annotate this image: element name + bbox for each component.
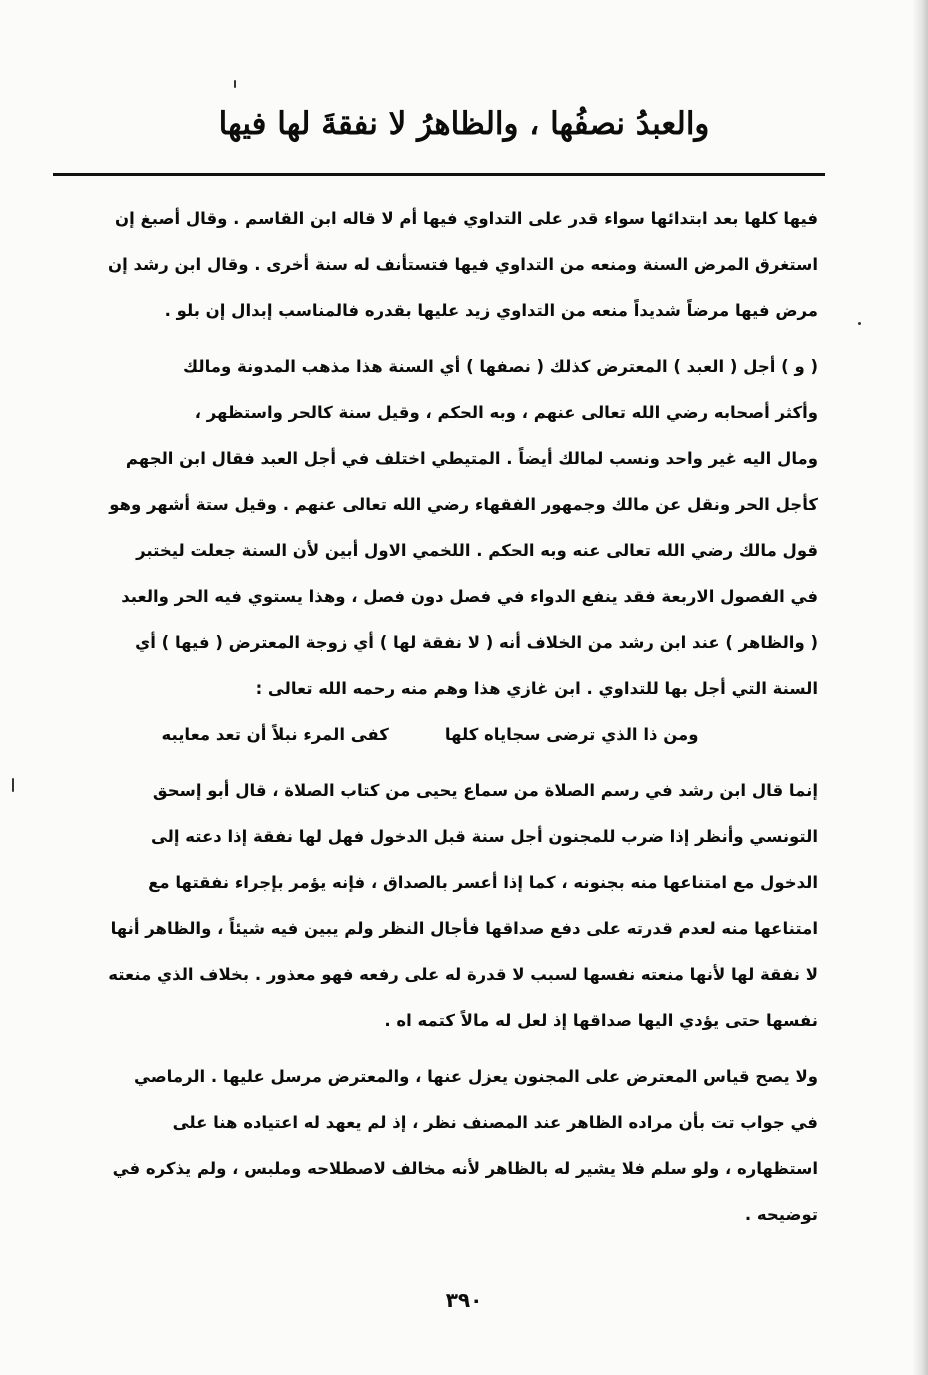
verse-first-hemistich: ومن ذا الذي ترضى سجاياه كلها: [444, 725, 699, 744]
paragraph-2: [42, 344, 818, 712]
text-line: نفسها حتى يؤدي اليها صداقها إذ لعل له مالاً كتمه اه .: [384, 1011, 818, 1030]
paragraph-1: [42, 196, 818, 334]
poetry-verse: [42, 712, 818, 758]
verse-second-hemistich: كفى المرء نبلاً أن تعد معايبه: [161, 725, 389, 744]
text-line: ومال اليه غير واحد ونسب لمالك أيضاً . المتيطي اختلف في أجل العبد فقال ابن الجهم: [125, 449, 818, 468]
header-divider: [53, 173, 825, 176]
scan-mark: [234, 80, 236, 88]
paragraph-4: [42, 1054, 818, 1238]
page-body: [42, 196, 818, 1238]
text-line: التونسي وأنظر إذا ضرب للمجنون أجل سنة قبل الدخول فهل لها نفقة إذا دعته إلى: [150, 827, 818, 846]
text-line: امتناعها منه لعدم قدرته على دفع صداقها فأجال النظر ولم يبين فيه شيئاً ، والظاهر أنها: [110, 919, 818, 938]
text-line: مرض فيها مرضاً شديداً منعه من التداوي زيد عليها بقدره فالمناسب إبدال إن بلو .: [164, 301, 818, 320]
text-line: إنما قال ابن رشد في رسم الصلاة من سماع يحيى من كتاب الصلاة ، قال أبو إسحق: [152, 781, 818, 800]
text-line: استظهاره ، ولو سلم فلا يشير له بالظاهر لأنه مخالف لاصطلاحه وملبس ، ولم يذكره في: [112, 1159, 818, 1178]
text-line: ( و ) أجل ( العبد ) المعترض كذلك ( نصفها ) أي السنة هذا مذهب المدونة ومالك: [183, 357, 818, 376]
page-number: ٣٩٠: [445, 1288, 483, 1312]
text-line: وأكثر أصحابه رضي الله تعالى عنهم ، وبه الحكم ، وقيل سنة كالحر واستظهر ،: [194, 403, 818, 422]
text-line: في جواب تت بأن مراده الظاهر عند المصنف نظر ، إذ لم يعهد له اعتياده هنا على: [172, 1113, 818, 1132]
text-line: في الفصول الاربعة فقد ينفع الدواء في فصل دون فصل ، وهذا يستوي فيه الحر والعبد: [121, 587, 818, 606]
text-line: ولا يصح قياس المعترض على المجنون يعزل عنها ، والمعترض مرسل عليها . الرماصي: [134, 1067, 818, 1086]
text-line: كأجل الحر ونقل عن مالك وجمهور الفقهاء رضي الله تعالى عنهم . وقيل ستة أشهر وهو: [109, 495, 818, 514]
text-line: استغرق المرض السنة ومنعه من التداوي فيها فتستأنف له سنة أخرى . وقال ابن رشد إن: [108, 255, 818, 274]
text-line: توضيحه .: [744, 1205, 818, 1224]
text-line: ( والظاهر ) عند ابن رشد من الخلاف أنه ( لا نفقة لها ) أي زوجة المعترض ( فيها ) أي: [135, 633, 818, 652]
text-line: الدخول مع امتناعها منه بجنونه ، كما إذا أعسر بالصداق ، فإنه يؤمر بإجراء نفقتها مع: [148, 873, 818, 892]
scan-mark: [12, 778, 14, 792]
page-edge-shadow: [912, 0, 928, 1375]
paragraph-3: [42, 768, 818, 1044]
page-header-title: والعبدُ نصفُها ، والظاهرُ لا نفقةَ لها فيها: [218, 106, 710, 142]
scan-speck: [858, 322, 861, 325]
text-line: لا نفقة لها لأنها منعته نفسها لسبب لا قدرة له على رفعه فهو معذور . بخلاف الذي منعته: [108, 965, 818, 984]
text-line: السنة التي أجل بها للتداوي . ابن غازي هذا وهم منه رحمه الله تعالى :: [255, 679, 818, 698]
text-line: فيها كلها بعد ابتدائها سواء قدر على التداوي فيها أم لا قاله ابن القاسم . وقال أصبغ إن: [115, 209, 818, 228]
text-line: قول مالك رضي الله تعالى عنه وبه الحكم . اللخمي الاول أبين لأن السنة جعلت ليختبر: [136, 541, 818, 560]
